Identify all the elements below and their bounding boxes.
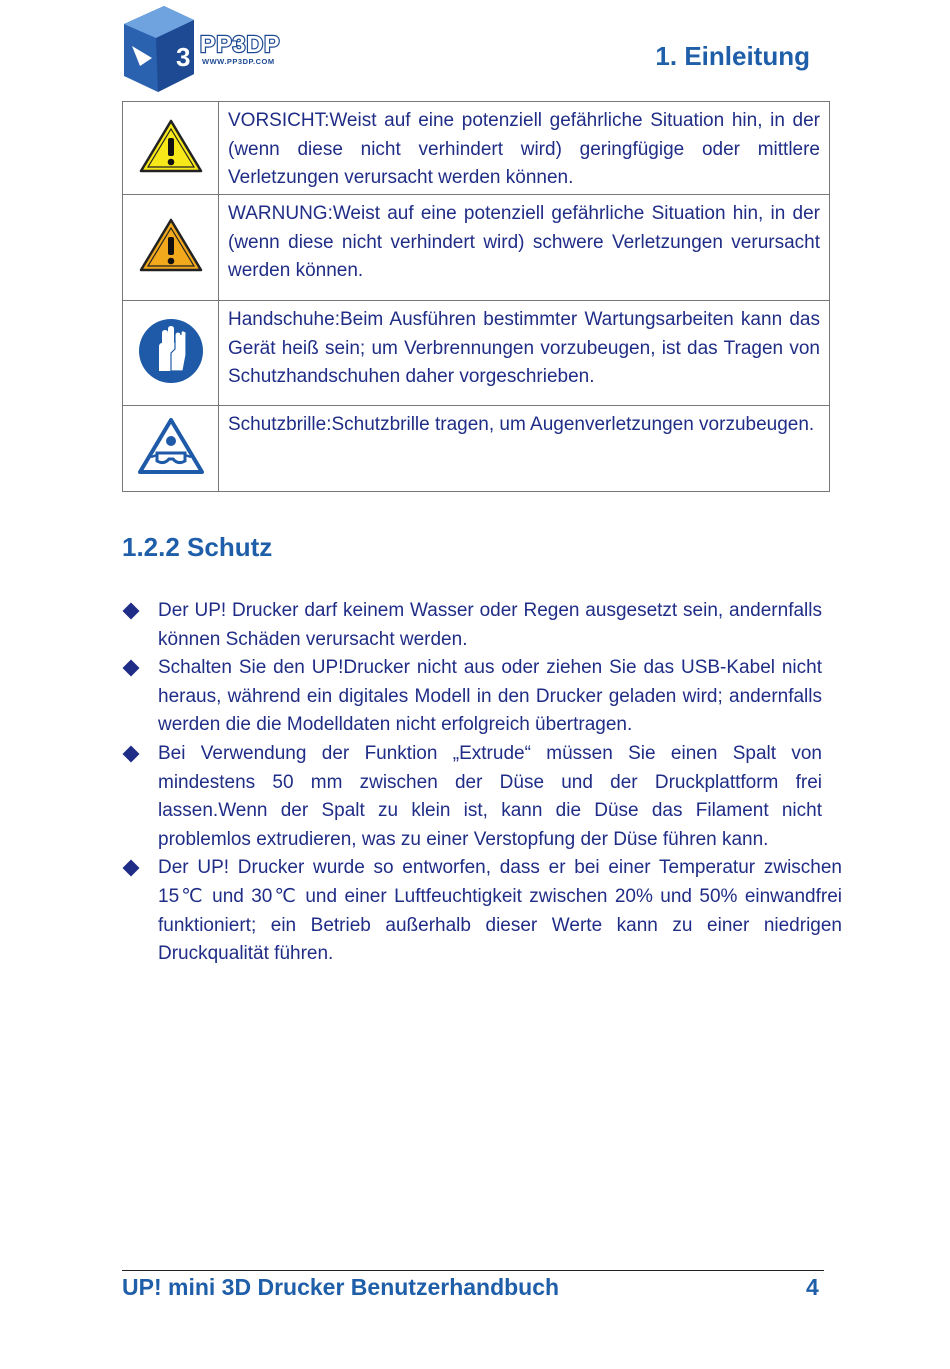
list-item <box>122 654 842 740</box>
footer-divider <box>122 1270 824 1271</box>
gloves-icon <box>137 317 205 385</box>
table-row <box>123 195 830 301</box>
list-item <box>122 740 842 854</box>
footer-title: UP! mini 3D Drucker Benutzerhandbuch <box>122 1274 560 1300</box>
icon-cell <box>123 406 219 492</box>
pp3dp-logo <box>122 4 312 94</box>
logo-wordmark: PP3DP <box>200 31 281 57</box>
list-item <box>122 854 842 968</box>
page-number: 4 <box>806 1274 819 1300</box>
protection-bullet-list <box>122 597 842 969</box>
diamond-bullet-icon <box>123 660 140 677</box>
safety-symbols-table <box>122 101 830 492</box>
goggles-description: Schutzbrille:Schutzbrille tragen, um Augenverletzungen vorzubeugen. <box>219 406 830 492</box>
table-row <box>123 301 830 406</box>
section-heading: 1.2.2 Schutz <box>122 532 273 562</box>
table-row <box>123 406 830 492</box>
diamond-bullet-icon <box>123 745 140 762</box>
warning-description: WARNUNG:Weist auf eine potenziell gefährliche Situation hin, in der (wenn diese nicht verhindert wird) schwere Verletzungen verursacht werden können. <box>219 195 830 301</box>
list-item-text: Der UP! Drucker wurde so entworfen, dass er bei einer Temperatur zwischen 15℃ und 30℃ und einer Luftfeuchtigkeit zwischen 20% und 50% einwandfrei funktioniert; ein Betrieb außerhalb dieser Werte kann zu einer niedrigen Druckqualität führen. <box>158 857 842 965</box>
icon-cell <box>123 301 219 406</box>
table-row <box>123 102 830 195</box>
list-item <box>122 597 842 654</box>
warning-triangle-icon <box>138 217 204 273</box>
chapter-title: 1. Einleitung <box>655 41 810 71</box>
caution-description: VORSICHT:Weist auf eine potenziell gefährliche Situation hin, in der (wenn diese nicht verhindert wird) geringfügige oder mittlere Verletzungen verursacht werden können. <box>219 102 830 195</box>
logo-cube-label: 3 <box>176 42 191 72</box>
diamond-bullet-icon <box>123 603 140 620</box>
diamond-bullet-icon <box>123 860 140 877</box>
gloves-description: Handschuhe:Beim Ausführen bestimmter Wartungsarbeiten kann das Gerät heiß sein; um Verbrennungen vorzubeugen, ist das Tragen von Schutzhandschuhen daher vorgeschrieben. <box>219 301 830 406</box>
logo-url: WWW.PP3DP.COM <box>202 57 275 66</box>
caution-warning-icon <box>138 118 204 174</box>
icon-cell <box>123 102 219 195</box>
list-item-text: Bei Verwendung der Funktion „Extrude“ müssen Sie einen Spalt von mindestens 50 mm zwischen der Düse und der Druckplattform frei lassen.Wenn der Spalt zu klein ist, kann die Düse das Filament nicht problemlos extrudieren, was zu einer Verstopfung der Düse führen kann. <box>158 742 822 850</box>
icon-cell <box>123 195 219 301</box>
list-item-text: Schalten Sie den UP!Drucker nicht aus oder ziehen Sie das USB-Kabel nicht heraus, während ein digitales Modell in den Drucker geladen wird; andernfalls werden die die Modelldaten nicht erfolgreich übertragen. <box>158 657 822 736</box>
list-item-text: Der UP! Drucker darf keinem Wasser oder Regen ausgesetzt sein, andernfalls können Schäden verursacht werden. <box>158 600 822 650</box>
safety-goggles-icon <box>137 417 205 475</box>
